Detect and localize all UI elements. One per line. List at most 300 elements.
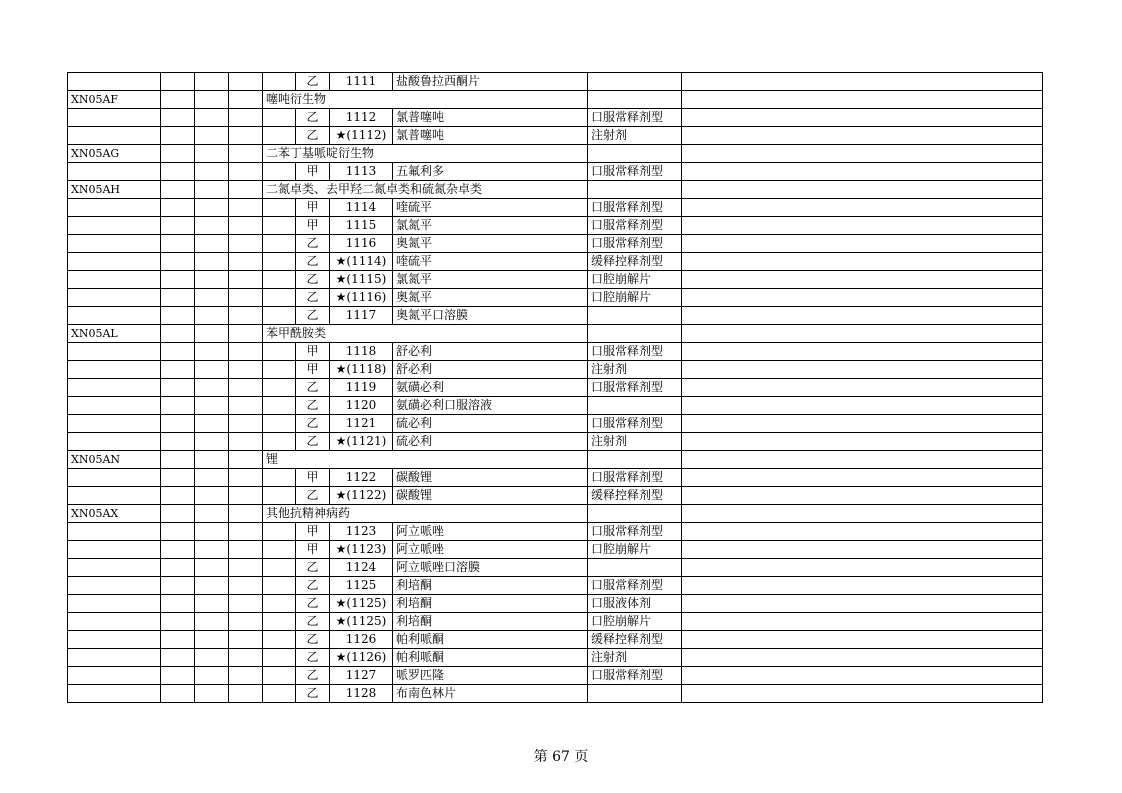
remark-cell xyxy=(682,685,1043,703)
empty-cell xyxy=(263,307,296,325)
drug-number: 1126 xyxy=(330,631,393,649)
empty-cell xyxy=(263,415,296,433)
category-code: XN05AH xyxy=(68,181,161,199)
drug-row xyxy=(68,577,1043,595)
drug-row xyxy=(68,361,1043,379)
empty-cell xyxy=(195,559,229,577)
drug-number: 1123 xyxy=(330,523,393,541)
dosage-form: 口服液体剂 xyxy=(588,595,682,613)
dosage-form: 口服常释剂型 xyxy=(588,343,682,361)
category-code xyxy=(68,307,161,325)
drug-grade: 甲 xyxy=(296,163,330,181)
empty-cell xyxy=(195,163,229,181)
dosage-form: 注射剂 xyxy=(588,361,682,379)
dosage-form xyxy=(588,397,682,415)
empty-cell xyxy=(195,577,229,595)
empty-cell xyxy=(263,433,296,451)
empty-cell xyxy=(161,469,195,487)
drug-row xyxy=(68,469,1043,487)
dosage-form: 口服常释剂型 xyxy=(588,379,682,397)
remark-cell xyxy=(682,649,1043,667)
empty-cell xyxy=(229,451,263,469)
remark-cell xyxy=(682,361,1043,379)
drug-name: 五氟利多 xyxy=(393,163,588,181)
dosage-form: 口服常释剂型 xyxy=(588,469,682,487)
remark-cell xyxy=(682,307,1043,325)
category-row xyxy=(68,325,1043,343)
empty-cell xyxy=(229,397,263,415)
drug-grade: 乙 xyxy=(296,433,330,451)
empty-cell xyxy=(229,235,263,253)
dosage-form xyxy=(588,91,682,109)
drug-number: 1125 xyxy=(330,577,393,595)
empty-cell xyxy=(161,505,195,523)
empty-cell xyxy=(195,631,229,649)
remark-cell xyxy=(682,289,1043,307)
drug-number: 1128 xyxy=(330,685,393,703)
dosage-form: 口腔崩解片 xyxy=(588,541,682,559)
category-name: 苯甲酰胺类 xyxy=(263,325,588,343)
drug-row xyxy=(68,253,1043,271)
empty-cell xyxy=(195,379,229,397)
drug-number: 1114 xyxy=(330,199,393,217)
dosage-form: 口服常释剂型 xyxy=(588,235,682,253)
empty-cell xyxy=(195,271,229,289)
empty-cell xyxy=(195,685,229,703)
empty-cell xyxy=(161,325,195,343)
remark-cell xyxy=(682,109,1043,127)
drug-name: 奥氮平 xyxy=(393,289,588,307)
empty-cell xyxy=(161,577,195,595)
empty-cell xyxy=(195,199,229,217)
drug-name: 氨磺必利 xyxy=(393,379,588,397)
drug-name: 氯氮平 xyxy=(393,271,588,289)
drug-number: 1120 xyxy=(330,397,393,415)
empty-cell xyxy=(263,217,296,235)
category-code xyxy=(68,289,161,307)
remark-cell xyxy=(682,199,1043,217)
remark-cell xyxy=(682,145,1043,163)
drug-row xyxy=(68,667,1043,685)
empty-cell xyxy=(263,541,296,559)
drug-grade: 乙 xyxy=(296,613,330,631)
category-code xyxy=(68,163,161,181)
category-code: XN05AX xyxy=(68,505,161,523)
drug-number: 1121 xyxy=(330,415,393,433)
empty-cell xyxy=(161,163,195,181)
drug-number: ★(1118) xyxy=(330,361,393,379)
drug-grade: 乙 xyxy=(296,415,330,433)
empty-cell xyxy=(229,577,263,595)
dosage-form: 口服常释剂型 xyxy=(588,667,682,685)
remark-cell xyxy=(682,163,1043,181)
empty-cell xyxy=(161,73,195,91)
dosage-form: 口服常释剂型 xyxy=(588,217,682,235)
empty-cell xyxy=(195,181,229,199)
empty-cell xyxy=(263,343,296,361)
drug-number: ★(1122) xyxy=(330,487,393,505)
drug-row xyxy=(68,595,1043,613)
drug-number: 1117 xyxy=(330,307,393,325)
empty-cell xyxy=(229,181,263,199)
empty-cell xyxy=(263,235,296,253)
dosage-form: 口服常释剂型 xyxy=(588,163,682,181)
category-name: 噻吨衍生物 xyxy=(263,91,588,109)
category-code xyxy=(68,415,161,433)
empty-cell xyxy=(229,649,263,667)
drug-grade: 乙 xyxy=(296,631,330,649)
empty-cell xyxy=(229,379,263,397)
dosage-form: 口腔崩解片 xyxy=(588,613,682,631)
empty-cell xyxy=(195,667,229,685)
empty-cell xyxy=(263,73,296,91)
drug-row xyxy=(68,415,1043,433)
empty-cell xyxy=(263,685,296,703)
empty-cell xyxy=(195,505,229,523)
empty-cell xyxy=(195,127,229,145)
drug-name: 氨磺必利口服溶液 xyxy=(393,397,588,415)
empty-cell xyxy=(229,289,263,307)
remark-cell xyxy=(682,577,1043,595)
drug-row xyxy=(68,343,1043,361)
category-row xyxy=(68,91,1043,109)
drug-row xyxy=(68,613,1043,631)
drug-row xyxy=(68,235,1043,253)
category-name: 二氮卓类、去甲羟二氮卓类和硫氮杂卓类 xyxy=(263,181,588,199)
empty-cell xyxy=(195,451,229,469)
empty-cell xyxy=(195,613,229,631)
drug-row xyxy=(68,271,1043,289)
drug-row xyxy=(68,397,1043,415)
category-name: 其他抗精神病药 xyxy=(263,505,588,523)
category-code xyxy=(68,559,161,577)
empty-cell xyxy=(161,307,195,325)
dosage-form: 口服常释剂型 xyxy=(588,523,682,541)
empty-cell xyxy=(161,415,195,433)
dosage-form: 注射剂 xyxy=(588,433,682,451)
drug-grade: 甲 xyxy=(296,541,330,559)
empty-cell xyxy=(229,415,263,433)
category-code xyxy=(68,73,161,91)
drug-grade: 乙 xyxy=(296,649,330,667)
category-code xyxy=(68,343,161,361)
category-code: XN05AF xyxy=(68,91,161,109)
drug-number: 1116 xyxy=(330,235,393,253)
drug-name: 阿立哌唑 xyxy=(393,523,588,541)
category-code: XN05AN xyxy=(68,451,161,469)
drug-catalog-table xyxy=(67,72,1043,703)
drug-number: ★(1123) xyxy=(330,541,393,559)
drug-number: 1122 xyxy=(330,469,393,487)
dosage-form: 缓释控释剂型 xyxy=(588,253,682,271)
empty-cell xyxy=(229,163,263,181)
category-code: XN05AG xyxy=(68,145,161,163)
drug-row xyxy=(68,217,1043,235)
empty-cell xyxy=(229,469,263,487)
empty-cell xyxy=(161,379,195,397)
empty-cell xyxy=(263,613,296,631)
empty-cell xyxy=(161,631,195,649)
empty-cell xyxy=(195,109,229,127)
empty-cell xyxy=(263,577,296,595)
drug-grade: 乙 xyxy=(296,379,330,397)
empty-cell xyxy=(263,667,296,685)
dosage-form: 缓释控释剂型 xyxy=(588,487,682,505)
empty-cell xyxy=(195,523,229,541)
dosage-form xyxy=(588,685,682,703)
dosage-form: 口服常释剂型 xyxy=(588,109,682,127)
category-code xyxy=(68,469,161,487)
category-code xyxy=(68,649,161,667)
remark-cell xyxy=(682,667,1043,685)
drug-row xyxy=(68,307,1043,325)
drug-grade: 乙 xyxy=(296,559,330,577)
category-code xyxy=(68,127,161,145)
empty-cell xyxy=(263,631,296,649)
drug-name: 利培酮 xyxy=(393,577,588,595)
empty-cell xyxy=(161,253,195,271)
empty-cell xyxy=(195,217,229,235)
drug-grade: 甲 xyxy=(296,199,330,217)
drug-grade: 乙 xyxy=(296,289,330,307)
remark-cell xyxy=(682,613,1043,631)
empty-cell xyxy=(263,469,296,487)
category-code xyxy=(68,577,161,595)
empty-cell xyxy=(161,667,195,685)
empty-cell xyxy=(229,109,263,127)
empty-cell xyxy=(263,289,296,307)
drug-name: 舒必利 xyxy=(393,361,588,379)
empty-cell xyxy=(263,379,296,397)
empty-cell xyxy=(161,199,195,217)
dosage-form: 缓释控释剂型 xyxy=(588,631,682,649)
page-number: 第 67 页 xyxy=(533,749,589,765)
empty-cell xyxy=(229,595,263,613)
empty-cell xyxy=(161,451,195,469)
category-code: XN05AL xyxy=(68,325,161,343)
empty-cell xyxy=(195,91,229,109)
empty-cell xyxy=(161,145,195,163)
empty-cell xyxy=(229,523,263,541)
remark-cell xyxy=(682,253,1043,271)
empty-cell xyxy=(229,271,263,289)
category-code xyxy=(68,397,161,415)
dosage-form: 口服常释剂型 xyxy=(588,577,682,595)
category-code xyxy=(68,667,161,685)
drug-row xyxy=(68,433,1043,451)
drug-name: 盐酸鲁拉西酮片 xyxy=(393,73,588,91)
empty-cell xyxy=(229,325,263,343)
dosage-form xyxy=(588,325,682,343)
remark-cell xyxy=(682,127,1043,145)
empty-cell xyxy=(263,595,296,613)
empty-cell xyxy=(229,685,263,703)
drug-row xyxy=(68,199,1043,217)
drug-grade: 乙 xyxy=(296,397,330,415)
empty-cell xyxy=(195,469,229,487)
empty-cell xyxy=(229,487,263,505)
drug-number: ★(1114) xyxy=(330,253,393,271)
drug-name: 阿立哌唑 xyxy=(393,541,588,559)
empty-cell xyxy=(161,685,195,703)
empty-cell xyxy=(263,397,296,415)
category-code xyxy=(68,235,161,253)
empty-cell xyxy=(195,235,229,253)
empty-cell xyxy=(195,343,229,361)
drug-row xyxy=(68,289,1043,307)
category-code xyxy=(68,109,161,127)
empty-cell xyxy=(229,199,263,217)
drug-grade: 甲 xyxy=(296,523,330,541)
drug-catalog-body xyxy=(68,73,1043,703)
category-row xyxy=(68,451,1043,469)
empty-cell xyxy=(229,541,263,559)
drug-name: 哌罗匹隆 xyxy=(393,667,588,685)
remark-cell xyxy=(682,451,1043,469)
empty-cell xyxy=(263,109,296,127)
category-code xyxy=(68,613,161,631)
drug-row xyxy=(68,73,1043,91)
empty-cell xyxy=(263,163,296,181)
drug-name: 硫必利 xyxy=(393,415,588,433)
empty-cell xyxy=(229,667,263,685)
drug-grade: 乙 xyxy=(296,73,330,91)
empty-cell xyxy=(161,271,195,289)
drug-name: 帕利哌酮 xyxy=(393,631,588,649)
category-row xyxy=(68,505,1043,523)
empty-cell xyxy=(161,541,195,559)
drug-row xyxy=(68,163,1043,181)
drug-name: 氯普噻吨 xyxy=(393,109,588,127)
drug-number: 1112 xyxy=(330,109,393,127)
drug-number: 1119 xyxy=(330,379,393,397)
drug-grade: 乙 xyxy=(296,253,330,271)
dosage-form xyxy=(588,451,682,469)
empty-cell xyxy=(195,487,229,505)
drug-grade: 乙 xyxy=(296,487,330,505)
empty-cell xyxy=(161,127,195,145)
drug-name: 碳酸锂 xyxy=(393,487,588,505)
drug-grade: 乙 xyxy=(296,577,330,595)
empty-cell xyxy=(263,271,296,289)
category-code xyxy=(68,433,161,451)
empty-cell xyxy=(195,361,229,379)
empty-cell xyxy=(195,649,229,667)
drug-number: ★(1126) xyxy=(330,649,393,667)
empty-cell xyxy=(229,217,263,235)
remark-cell xyxy=(682,433,1043,451)
empty-cell xyxy=(195,541,229,559)
drug-name: 阿立哌唑口溶膜 xyxy=(393,559,588,577)
drug-number: ★(1112) xyxy=(330,127,393,145)
drug-name: 氯氮平 xyxy=(393,217,588,235)
drug-number: 1111 xyxy=(330,73,393,91)
remark-cell xyxy=(682,559,1043,577)
remark-cell xyxy=(682,271,1043,289)
dosage-form: 口腔崩解片 xyxy=(588,289,682,307)
dosage-form: 口服常释剂型 xyxy=(588,199,682,217)
empty-cell xyxy=(195,145,229,163)
dosage-form: 口服常释剂型 xyxy=(588,415,682,433)
drug-row xyxy=(68,631,1043,649)
drug-row xyxy=(68,541,1043,559)
empty-cell xyxy=(195,325,229,343)
empty-cell xyxy=(263,523,296,541)
drug-name: 利培酮 xyxy=(393,595,588,613)
empty-cell xyxy=(263,253,296,271)
remark-cell xyxy=(682,217,1043,235)
remark-cell xyxy=(682,181,1043,199)
category-code xyxy=(68,217,161,235)
drug-number: 1127 xyxy=(330,667,393,685)
drug-grade: 乙 xyxy=(296,595,330,613)
category-code xyxy=(68,631,161,649)
drug-row xyxy=(68,379,1043,397)
drug-grade: 乙 xyxy=(296,235,330,253)
dosage-form xyxy=(588,307,682,325)
dosage-form: 口腔崩解片 xyxy=(588,271,682,289)
empty-cell xyxy=(229,559,263,577)
remark-cell xyxy=(682,631,1043,649)
empty-cell xyxy=(229,73,263,91)
remark-cell xyxy=(682,415,1043,433)
empty-cell xyxy=(161,181,195,199)
drug-grade: 乙 xyxy=(296,271,330,289)
empty-cell xyxy=(263,649,296,667)
dosage-form xyxy=(588,505,682,523)
category-code xyxy=(68,523,161,541)
empty-cell xyxy=(263,559,296,577)
remark-cell xyxy=(682,397,1043,415)
drug-row xyxy=(68,127,1043,145)
empty-cell xyxy=(161,343,195,361)
category-code xyxy=(68,199,161,217)
drug-name: 硫必利 xyxy=(393,433,588,451)
category-code xyxy=(68,685,161,703)
drug-grade: 甲 xyxy=(296,217,330,235)
drug-grade: 乙 xyxy=(296,667,330,685)
empty-cell xyxy=(195,253,229,271)
drug-grade: 甲 xyxy=(296,469,330,487)
remark-cell xyxy=(682,235,1043,253)
drug-number: ★(1125) xyxy=(330,613,393,631)
drug-row xyxy=(68,109,1043,127)
drug-name: 碳酸锂 xyxy=(393,469,588,487)
remark-cell xyxy=(682,73,1043,91)
drug-row xyxy=(68,559,1043,577)
remark-cell xyxy=(682,343,1043,361)
drug-name: 帕利哌酮 xyxy=(393,649,588,667)
empty-cell xyxy=(161,613,195,631)
drug-name: 奥氮平 xyxy=(393,235,588,253)
category-name: 锂 xyxy=(263,451,588,469)
drug-name: 奥氮平口溶膜 xyxy=(393,307,588,325)
category-code xyxy=(68,487,161,505)
empty-cell xyxy=(229,253,263,271)
empty-cell xyxy=(195,307,229,325)
drug-row xyxy=(68,523,1043,541)
empty-cell xyxy=(161,289,195,307)
remark-cell xyxy=(682,325,1043,343)
drug-number: ★(1121) xyxy=(330,433,393,451)
drug-name: 氯普噻吨 xyxy=(393,127,588,145)
category-code xyxy=(68,595,161,613)
empty-cell xyxy=(195,415,229,433)
category-code xyxy=(68,361,161,379)
empty-cell xyxy=(229,307,263,325)
drug-row xyxy=(68,487,1043,505)
empty-cell xyxy=(263,361,296,379)
